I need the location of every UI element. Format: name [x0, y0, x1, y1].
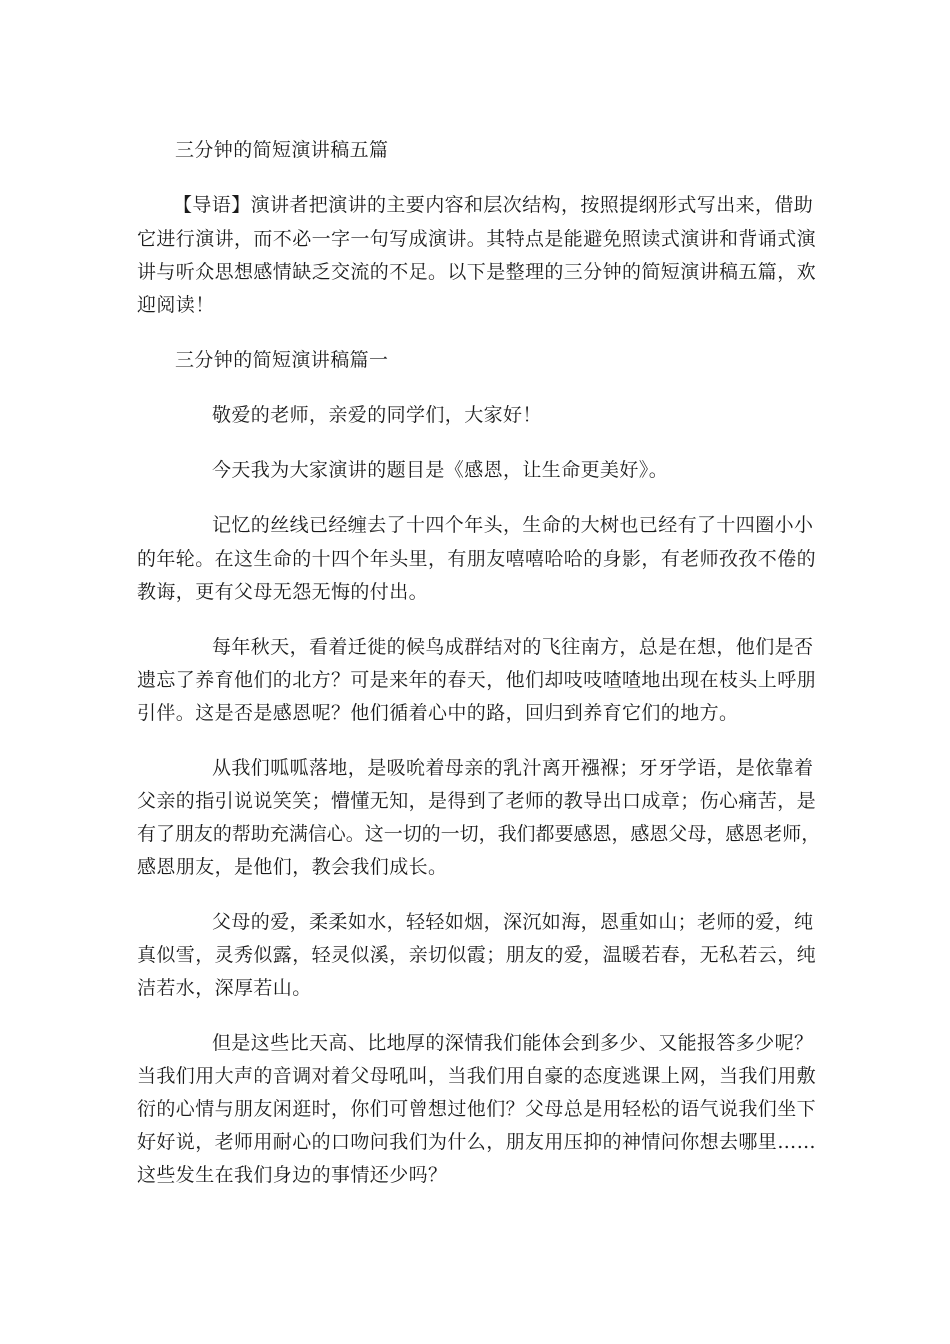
paragraph-line: 当我们用大声的音调对着父母吼叫，当我们用自豪的态度逃课上网，当我们用敷 — [137, 1065, 817, 1087]
paragraph-line: 衍的心情与朋友闲逛时，你们可曾想过他们？父母总是用轻松的语气说我们坐下 — [137, 1098, 817, 1120]
paragraph-line: 记忆的丝线已经缠去了十四个年头，生命的大树也已经有了十四圈小小 — [212, 514, 814, 536]
paragraph-line: 有了朋友的帮助充满信心。这一切的一切，我们都要感恩，感恩父母，感恩老师， — [137, 823, 821, 845]
paragraph-line: 感恩朋友，是他们，教会我们成长。 — [137, 856, 448, 878]
paragraph-line: 的年轮。在这生命的十四个年头里，有朋友嘻嘻哈哈的身影，有老师孜孜不倦的 — [137, 548, 817, 570]
greeting-paragraph: 敬爱的老师，亲爱的同学们，大家好！ — [212, 404, 542, 426]
paragraph-line: 父母的爱，柔柔如水，轻轻如烟，深沉如海，恩重如山；老师的爱，纯 — [212, 911, 814, 933]
paragraph-line: 引伴。这是否是感恩呢？他们循着心中的路，回归到养育它们的地方。 — [137, 702, 739, 724]
paragraph-line: 遗忘了养育他们的北方？可是来年的春天，他们却吱吱喳喳地出现在枝头上呼朋 — [137, 669, 817, 691]
paragraph-line: 好好说，老师用耐心的口吻问我们为什么，朋友用压抑的神情问你想去哪里…… — [137, 1131, 817, 1153]
intro-line: 讲与听众思想感情缺乏交流的不足。以下是整理的三分钟的简短演讲稿五篇，欢 — [137, 261, 817, 283]
paragraph-line: 从我们呱呱落地，是吸吮着母亲的乳汁离开襁褓；牙牙学语，是依靠着 — [212, 757, 814, 779]
intro-line: 它进行演讲，而不必一字一句写成演讲。其特点是能避免照读式演讲和背诵式演 — [137, 228, 817, 250]
intro-line: 迎阅读！ — [137, 294, 215, 316]
document-title: 三分钟的简短演讲稿五篇 — [175, 139, 389, 161]
topic-paragraph: 今天我为大家演讲的题目是《感恩，让生命更美好》。 — [212, 459, 669, 481]
paragraph-line: 每年秋天，看着迁徙的候鸟成群结对的飞往南方，总是在想，他们是否 — [212, 636, 814, 658]
paragraph-line: 真似雪，灵秀似露，轻灵似溪，亲切似霞；朋友的爱，温暖若春，无私若云，纯 — [137, 944, 817, 966]
paragraph-line: 父亲的指引说说笑笑；懵懂无知，是得到了老师的教导出口成章；伤心痛苦，是 — [137, 790, 817, 812]
paragraph-line: 洁若水，深厚若山。 — [137, 977, 312, 999]
paragraph-line: 这些发生在我们身边的事情还少吗？ — [137, 1164, 448, 1186]
paragraph-line: 教诲，更有父母无怨无悔的付出。 — [137, 581, 429, 603]
intro-line: 【导语】演讲者把演讲的主要内容和层次结构，按照提纲形式写出来，借助 — [173, 194, 814, 216]
section-heading: 三分钟的简短演讲稿篇一 — [175, 349, 389, 371]
paragraph-line: 但是这些比天高、比地厚的深情我们能体会到多少、又能报答多少呢？ — [212, 1032, 814, 1054]
